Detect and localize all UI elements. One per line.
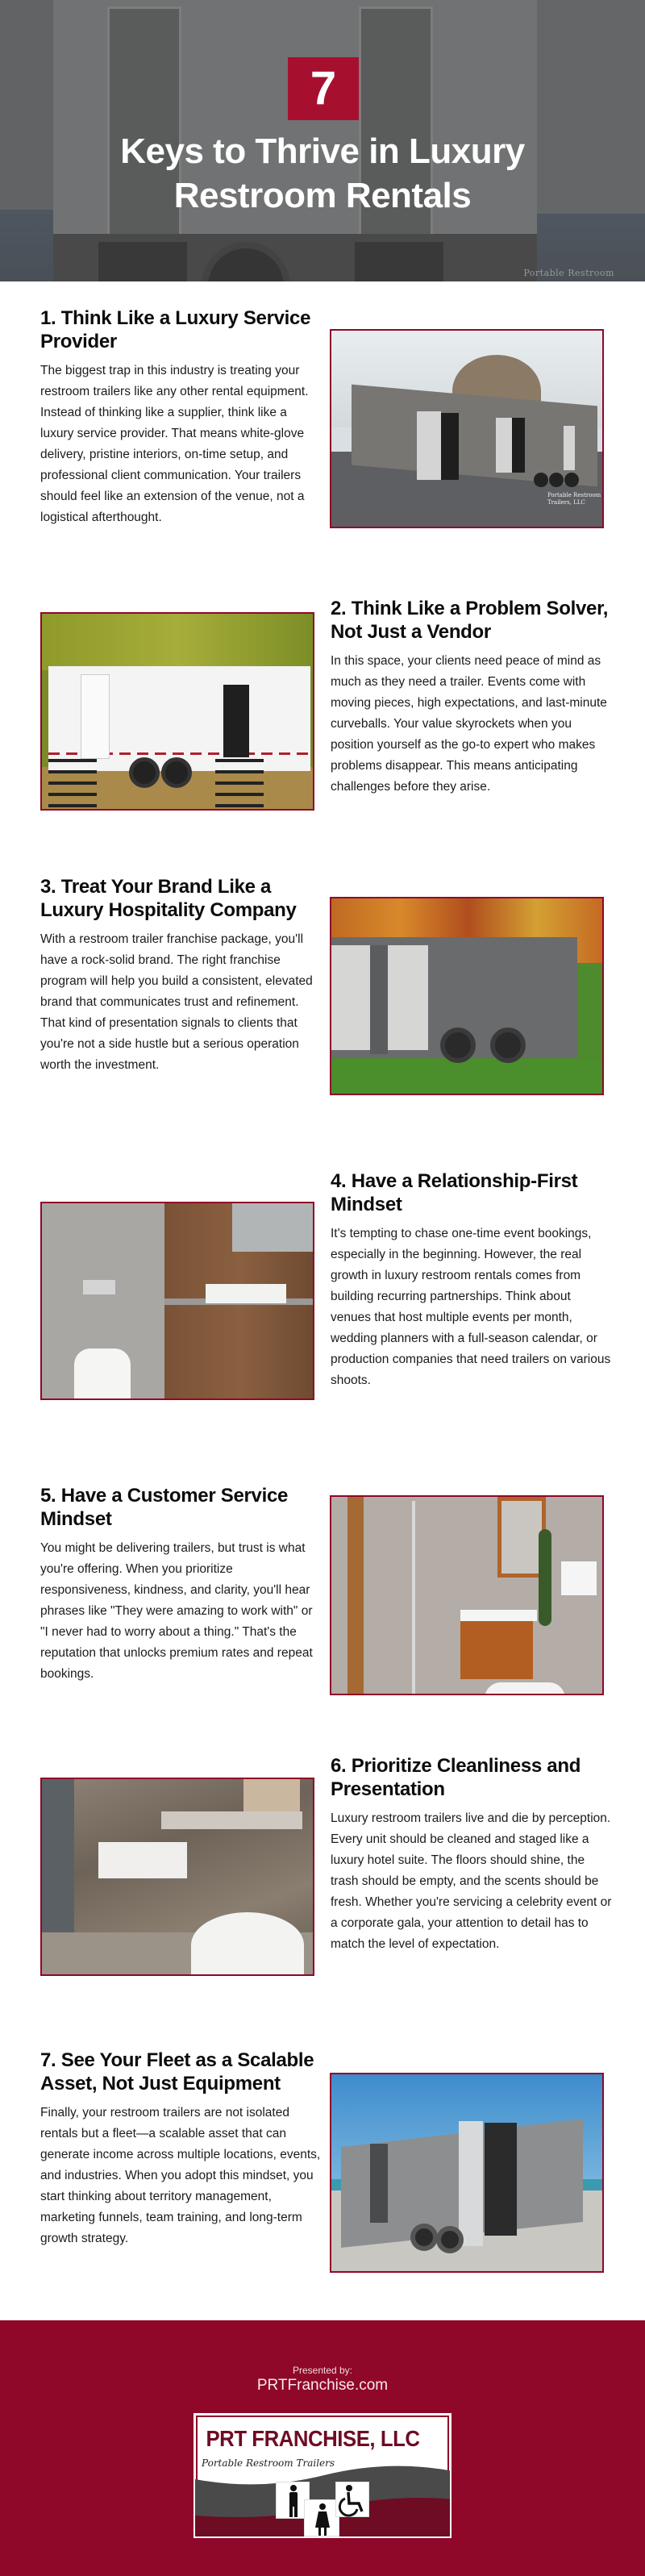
section-3-text [40,875,322,1076]
section-5-title: 5. Have a Customer Service Mindset [40,1485,289,1530]
section-2-title: 2. Think Like a Problem Solver, Not Just a Vendor [331,598,609,643]
gray-trailer-beach-photo [330,2073,604,2273]
gray-triple-axle-trailer-photo [330,329,604,528]
section-2-text [331,597,613,798]
section-3-title: 3. Treat Your Brand Like a Luxury Hospitality Company [40,876,297,921]
section-7-body: Finally, your restroom trailers are not isolated rentals but a fleet—a scalable asset that can generate income across multiple locations, events, and industries. When you adopt this mindset, you start thinking about territory management, marketing funnels, team training, and long-term growth strategy. [40,2106,321,2245]
photo-watermark: Portable Restroom Trailers, LLC [547,492,601,506]
presented-by-label: Presented by: [292,2365,353,2376]
section-6-body: Luxury restroom trailers live and die by perception. Every unit should be cleaned and staged like a luxury hotel suite. The floors should shine, the trash should be empty, and the scents should be fresh. Whether you're servicing a celebrity event or a corporate gala, your attention to detail has to match the level of expectation. [331,1811,612,1951]
marble-bathroom-photo [40,1778,314,1976]
logo-company-name: PRT FRANCHISE, LLC [206,2426,420,2451]
wheelchair-accessible-icon [335,2482,369,2517]
section-1-body: The biggest trap in this industry is treating your restroom trailers like any other rental equipment. Instead of thinking like a supplier, think like a luxury service provider. That means white-glove delivery, pristine interiors, on-time setup, and professional client communication. Your trailers should feel like an extension of the venue, not a logistical afterthought. [40,364,309,524]
section-4-title: 4. Have a Relationship-First Mindset [331,1170,578,1215]
section-4-text [331,1169,613,1391]
page-title-line-1: Keys to Thrive in Luxury [120,131,525,171]
gray-trailer-grass-photo [330,897,604,1095]
page-title [0,129,645,218]
white-trailer-forest-photo [40,612,314,811]
section-7-text [40,2049,322,2249]
section-5-text [40,1484,322,1685]
section-3-body: With a restroom trailer franchise package, you'll have a rock-solid brand. The right franchise program will help you build a consistent, elevated brand that communicates trust and refinement. That kind of presentation signals to clients that you're not a side hustle but a serious operation worth the investment. [40,932,313,1072]
modern-bathroom-photo [40,1202,314,1400]
section-1-title: 1. Think Like a Luxury Service Provider [40,307,311,352]
section-5-body: You might be delivering trailers, but trust is what you're offering. When you prioritize responsiveness, kindness, and clarity, you'll hear phrases like "They were amazing to work with" or "I never had to worry about a thing." That's the reputation that unlocks premium rates and repeat bookings. [40,1541,313,1681]
number-badge: 7 [288,57,359,120]
bathroom-shower-photo [330,1495,604,1695]
page-title-line-2: Restroom Rentals [173,176,472,215]
logo-tagline: Portable Restroom Trailers [202,2457,335,2469]
section-6-text [331,1754,613,1955]
section-2-body: In this space, your clients need peace of mind as much as they need a trailer. Events come with moving pieces, high expectations, and last-minute curveballs. Your value skyrockets when you position yourself as the go-to expert who makes problems disappear. This means anticipating challenges before they arise. [331,654,607,794]
footer [0,2320,645,2576]
hero-banner [0,0,645,281]
website-link[interactable]: PRTFranchise.com [256,2377,389,2394]
section-6-title: 6. Prioritize Cleanliness and Presentation [331,1755,581,1800]
hero-watermark: Portable Restroom [523,268,614,278]
section-1-text [40,306,322,528]
section-4-body: It's tempting to chase one-time event bookings, especially in the beginning. However, the real growth in luxury restroom rentals comes from building recurring partnerships. Think about venues that host multiple events per month, wedding planners with a full-season calendar, or production companies that need trailers on various shoots. [331,1227,611,1387]
section-7-title: 7. See Your Fleet as a Scalable Asset, Not Just Equipment [40,2049,314,2095]
prt-franchise-logo [194,2413,452,2538]
female-restroom-icon [304,2499,339,2536]
